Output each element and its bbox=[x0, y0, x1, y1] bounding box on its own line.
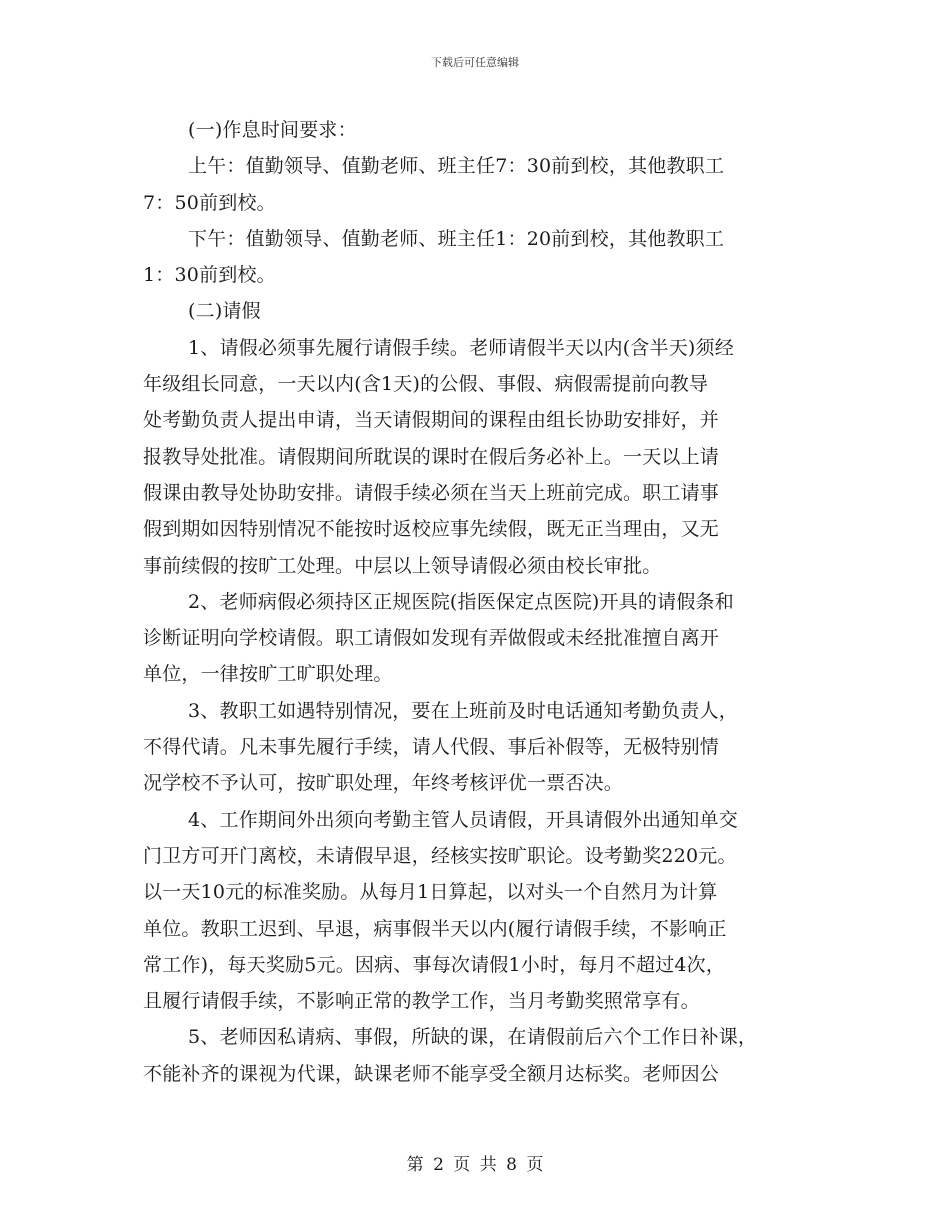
text-line: 上午：值勤领导、值勤老师、班主任7：30前到校，其他教职工 bbox=[188, 155, 725, 178]
text-line: 不能补齐的课视为代课，缺课老师不能享受全额月达标奖。老师因公 bbox=[143, 1062, 720, 1085]
text-line: 2、老师病假必须持区正规医院(指医保定点医院)开具的请假条和 bbox=[188, 590, 734, 613]
text-line: 1、请假必须事先履行请假手续。老师请假半天以内(含半天)须经 bbox=[188, 336, 734, 359]
text-line: 单位，一律按旷工旷职处理。 bbox=[143, 663, 393, 686]
text-line: 况学校不予认可，按旷职处理，年终考核评优一票否决。 bbox=[143, 772, 624, 795]
document-body bbox=[143, 112, 808, 1092]
text-line: 4、工作期间外出须向考勤主管人员请假，开具请假外出通知单交 bbox=[188, 808, 738, 831]
text-line: 5、老师因私请病、事假，所缺的课，在请假前后六个工作日补课， bbox=[188, 1026, 758, 1049]
text-line: 常工作)，每天奖励5元。因病、事每次请假1小时，每月不超过4次， bbox=[143, 953, 726, 976]
text-line: 以一天10元的标准奖励。从每月1日算起，以对头一个自然月为计算 bbox=[143, 881, 718, 904]
text-line: (一)作息时间要求： bbox=[188, 119, 357, 141]
text-line: 门卫方可开门离校，未请假早退，经核实按旷职论。设考勤奖220元。 bbox=[143, 844, 737, 867]
text-line: 不得代请。凡未事先履行手续，请人代假、事后补假等，无极特别情 bbox=[143, 736, 720, 759]
text-line: 处考勤负责人提出申请，当天请假期间的课程由组长协助安排好，并 bbox=[143, 409, 720, 432]
page-number: 第 2 页 共 8 页 bbox=[406, 1155, 544, 1175]
text-line: 3、教职工如遇特别情况，要在上班前及时电话通知考勤负责人， bbox=[188, 699, 738, 722]
text-line: 7：50前到校。 bbox=[143, 191, 276, 214]
text-line: 单位。教职工迟到、早退，病事假半天以内(履行请假手续，不影响正 bbox=[143, 917, 727, 940]
text-line: 诊断证明向学校请假。职工请假如发现有弄做假或未经批准擅自离开 bbox=[143, 627, 720, 650]
page-header: 下载后可任意编辑 bbox=[431, 56, 519, 69]
text-line: 且履行请假手续，不影响正常的教学工作，当月考勤奖照常享有。 bbox=[143, 990, 700, 1013]
text-line: 假课由教导处协助安排。请假手续必须在当天上班前完成。职工请事 bbox=[143, 481, 720, 504]
text-line: 1：30前到校。 bbox=[143, 264, 276, 287]
text-line: 事前续假的按旷工处理。中层以上领导请假必须由校长审批。 bbox=[143, 554, 662, 577]
text-line: 年级组长同意，一天以内(含1天)的公假、事假、病假需提前向教导 bbox=[143, 373, 709, 396]
text-line: 报教导处批准。请假期间所耽误的课时在假后务必补上。一天以上请 bbox=[143, 445, 720, 468]
text-line: 假到期如因特别情况不能按时返校应事先续假，既无正当理由，又无 bbox=[143, 518, 720, 541]
text-line: (二)请假 bbox=[188, 300, 261, 323]
text-line: 下午：值勤领导、值勤老师、班主任1：20前到校，其他教职工 bbox=[188, 227, 725, 250]
